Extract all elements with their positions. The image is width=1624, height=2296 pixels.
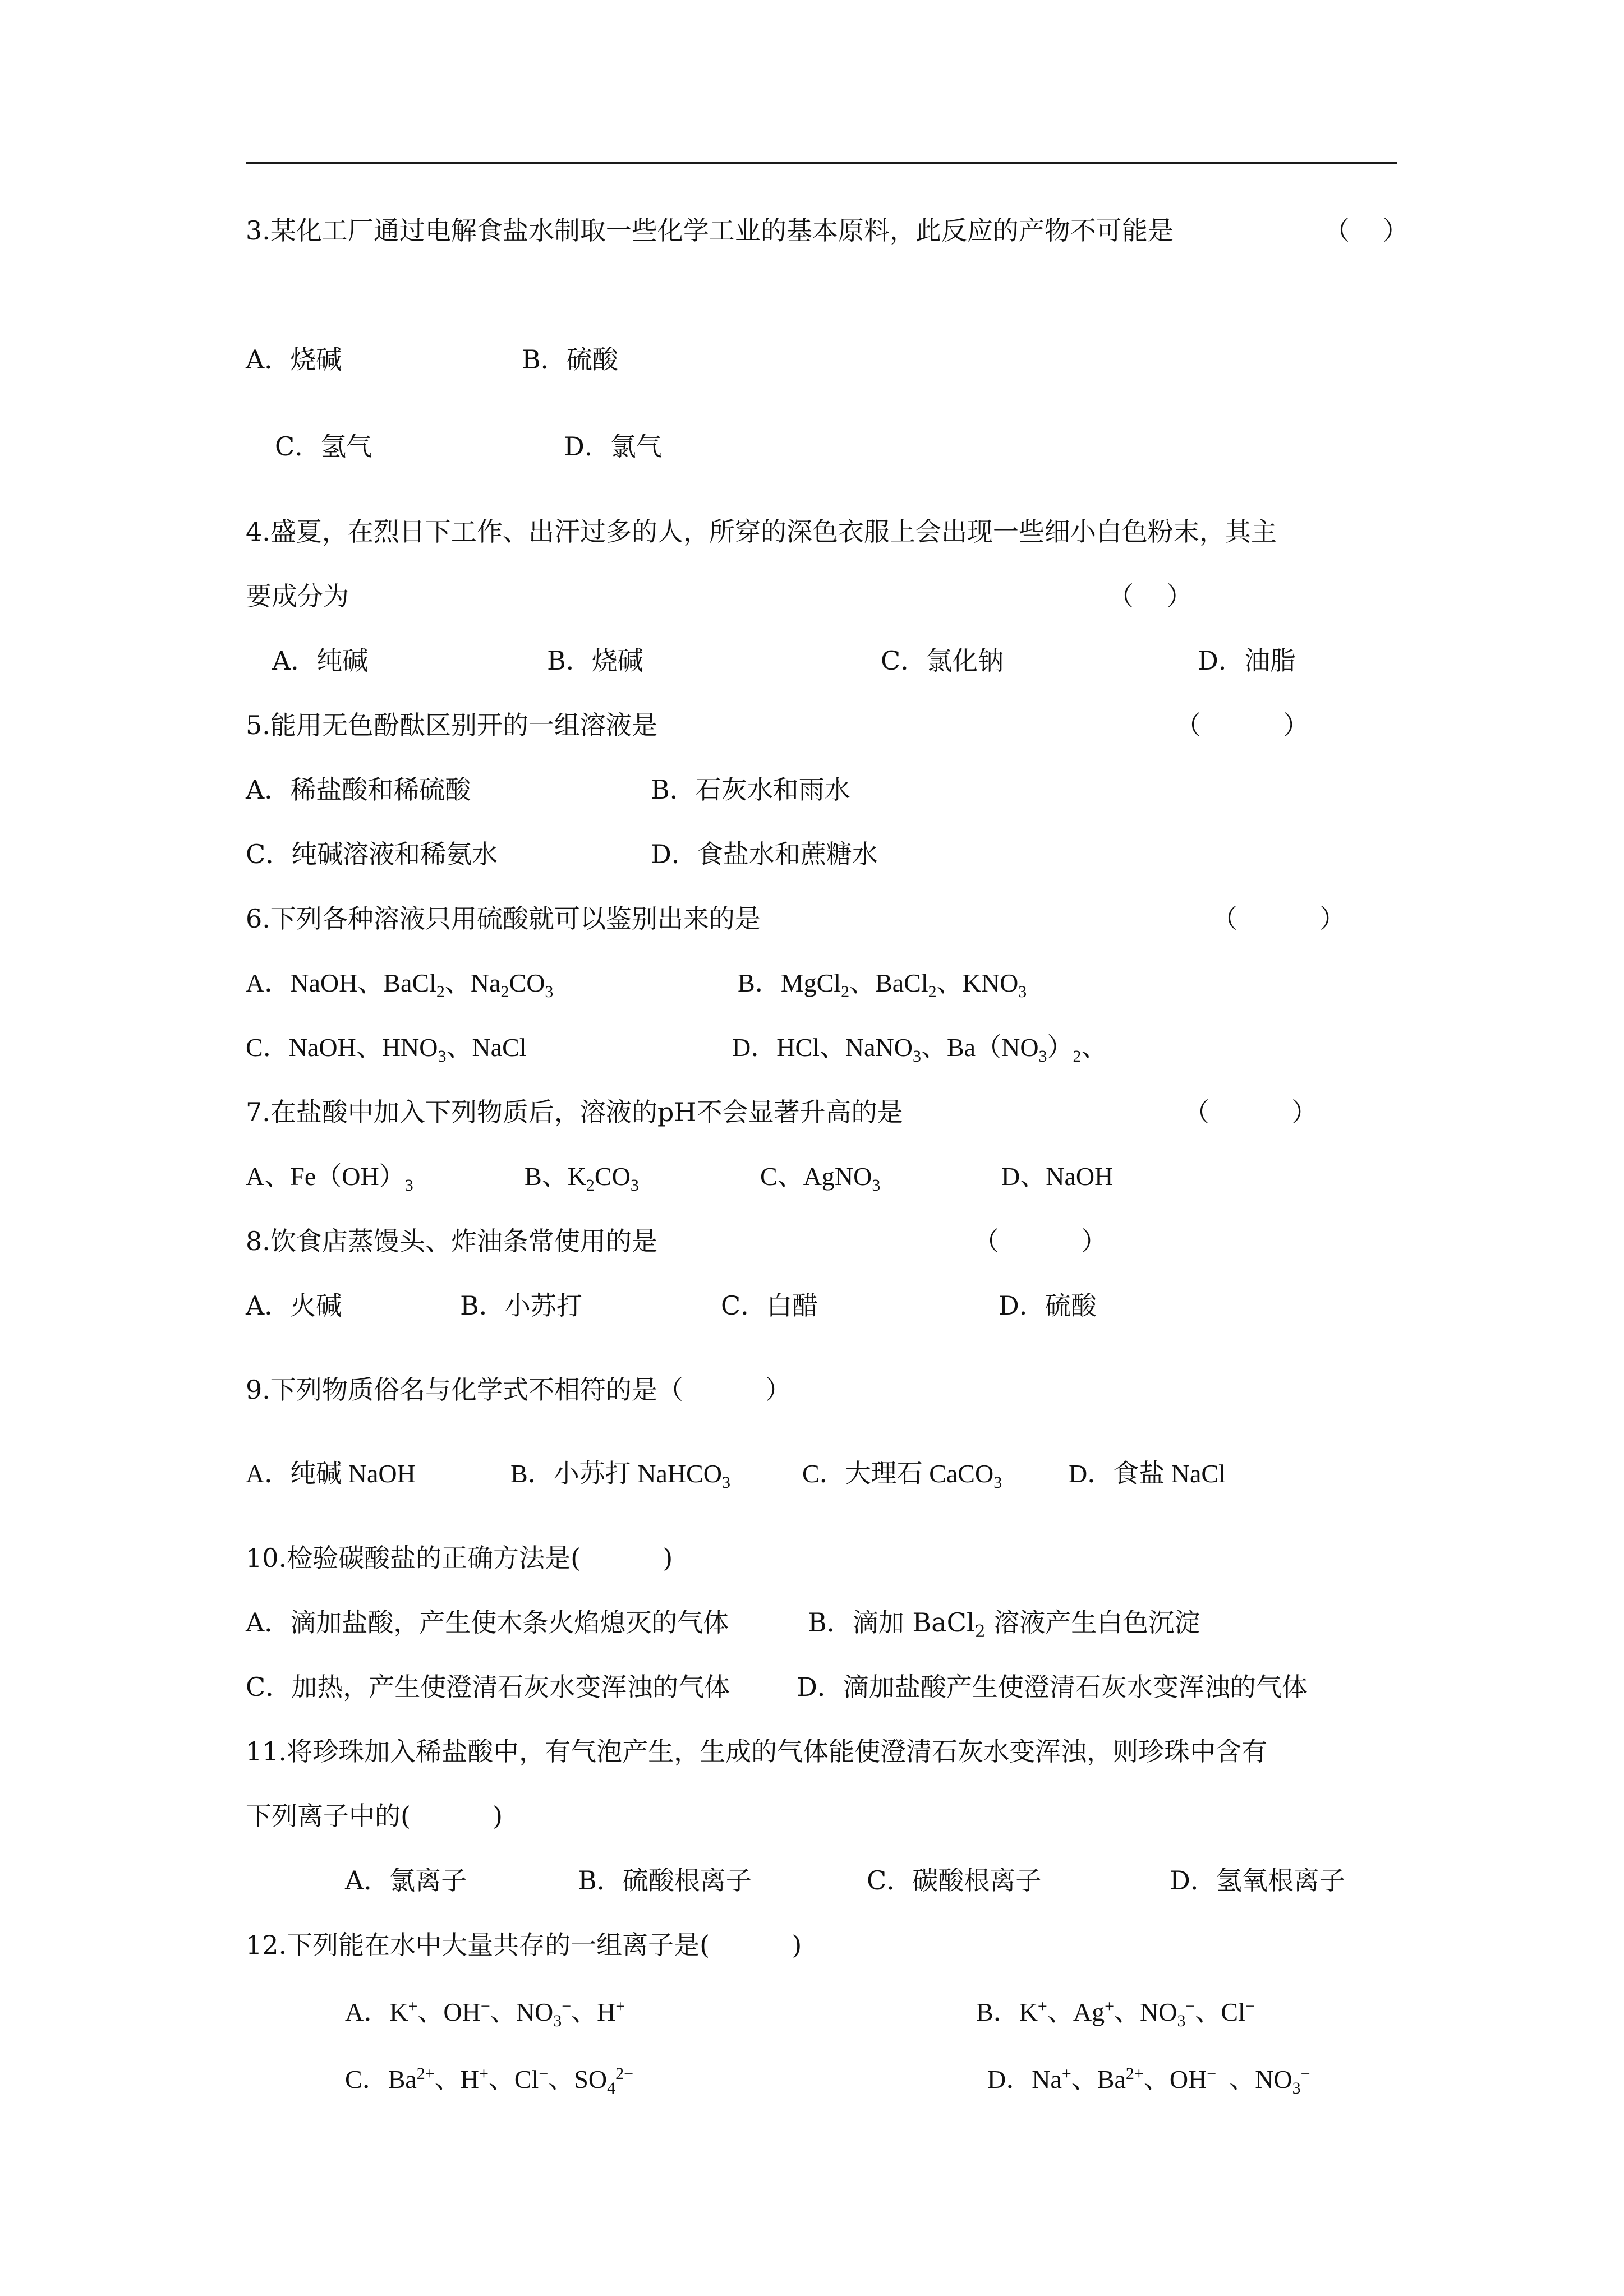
q12-option-a: A．K+、OH−、$NO_3^-$、H+ <box>345 1997 625 2030</box>
q10-option-d: D．滴加盐酸产生使澄清石灰水变浑浊的气体 <box>797 1672 1308 1702</box>
q6-option-b: B．MgCl$_2$、BaCl$_2$、$KNO_3$ <box>738 969 1027 1001</box>
q4-option-c: C．氯化钠 <box>881 646 1004 676</box>
q5-answer-paren: （ ） <box>1175 710 1309 740</box>
q4-stem-line1: 4.盛夏，在烈日下工作、出汗过多的人，所穿的深色衣服上会出现一些细小白色粉末，其主 <box>246 517 1277 547</box>
q3-answer-paren: （ ） <box>1324 215 1409 246</box>
q7-option-d: D、NaOH <box>1001 1162 1114 1191</box>
q8-option-b: B．小苏打 <box>460 1290 582 1321</box>
q7-stem: 7.在盐酸中加入下列物质后，溶液的pH不会显著升高的是 <box>246 1097 903 1127</box>
q3-option-d: D．氯气 <box>564 431 662 462</box>
q11-option-d: D．氢氧根离子 <box>1170 1865 1345 1896</box>
q5-option-d: D．食盐水和蔗糖水 <box>651 839 878 869</box>
q12-option-b: B．K+、Ag+、$NO_3^-$、Cl− <box>976 1997 1255 2030</box>
q6-option-a: A．NaOH、BaCl$_2$、$Na_2CO_3$ <box>246 969 554 1001</box>
q11-option-a: A．氯离子 <box>345 1865 467 1896</box>
q6-stem: 6.下列各种溶液只用硫酸就可以鉴别出来的是 <box>246 903 761 934</box>
q11-stem-line2: 下列离子中的( ) <box>246 1801 503 1831</box>
q11-stem-line1: 11.将珍珠加入稀盐酸中，有气泡产生，生成的气体能使澄清石灰水变浑浊，则珍珠中含有 <box>246 1736 1268 1767</box>
q7-option-c: C、AgNO$_3$ <box>760 1162 881 1195</box>
q5-stem: 5.能用无色酚酞区别开的一组溶液是 <box>246 710 657 740</box>
q4-option-b: B．烧碱 <box>547 646 643 676</box>
q5-option-c: C．纯碱溶液和稀氨水 <box>246 839 498 869</box>
q6-option-d: D．HCl、NaNO$_3$、$Ba(NO_3)_2$、 <box>732 1033 1107 1066</box>
q11-option-b: B．硫酸根离子 <box>578 1865 752 1896</box>
header-rule <box>246 162 1397 164</box>
q11-option-c: C．碳酸根离子 <box>867 1865 1042 1896</box>
q12-stem: 12.下列能在水中大量共存的一组离子是( ) <box>246 1930 802 1960</box>
q3-stem: 3.某化工厂通过电解食盐水制取一些化学工业的基本原料，此反应的产物不可能是 <box>246 215 1174 246</box>
q4-option-a: A．纯碱 <box>272 646 369 676</box>
q3-option-a: A．烧碱 <box>246 344 342 375</box>
q8-option-d: D．硫酸 <box>999 1290 1097 1321</box>
q10-stem: 10.检验碳酸盐的正确方法是( ) <box>246 1543 673 1573</box>
q9-option-a: A．纯碱 NaOH <box>246 1459 416 1488</box>
q3-option-c: C．氢气 <box>275 431 372 462</box>
q10-option-b: B．滴加 BaCl$_2$ 溶液产生白色沉淀 <box>808 1607 1200 1642</box>
q8-stem: 8.饮食店蒸馒头、炸油条常使用的是 <box>246 1226 657 1256</box>
q4-option-d: D．油脂 <box>1198 646 1296 676</box>
q7-option-b: B、$K_2CO_3$ <box>525 1162 639 1195</box>
q8-option-a: A．火碱 <box>246 1290 342 1321</box>
q8-answer-paren: （ ） <box>973 1226 1107 1256</box>
q7-answer-paren: （ ） <box>1184 1097 1318 1127</box>
q9-option-c: C．大理石 CaCO$_3$ <box>802 1459 1002 1492</box>
q8-option-c: C．白醋 <box>721 1290 818 1321</box>
q9-option-b: B．小苏打 NaHCO$_3$ <box>510 1459 730 1492</box>
q10-option-a: A．滴加盐酸，产生使木条火焰熄灭的气体 <box>246 1607 729 1638</box>
q6-option-c: C．NaOH、$HNO_3$、NaCl <box>246 1033 527 1066</box>
q12-option-d: D．Na+、$Ba^{2+}$、OH− 、$NO_3^-$ <box>987 2064 1310 2097</box>
q9-option-d: D．食盐 NaCl <box>1069 1459 1226 1488</box>
q4-answer-paren: （ ） <box>1108 581 1193 611</box>
q5-option-b: B．石灰水和雨水 <box>651 774 850 805</box>
q9-stem: 9.下列物质俗名与化学式不相符的是（ ） <box>246 1375 792 1405</box>
q5-option-a: A．稀盐酸和稀硫酸 <box>246 774 471 805</box>
q12-option-c: C．$Ba^{2+}$、H+、Cl−、$SO_4^{2-}$ <box>345 2064 633 2097</box>
q3-option-b: B．硫酸 <box>522 344 618 375</box>
q10-option-c: C．加热，产生使澄清石灰水变浑浊的气体 <box>246 1672 730 1702</box>
q4-stem-line2: 要成分为 <box>246 581 349 611</box>
q7-option-a: A、$Fe(OH)_3$ <box>246 1162 413 1195</box>
q6-answer-paren: （ ） <box>1212 903 1346 934</box>
